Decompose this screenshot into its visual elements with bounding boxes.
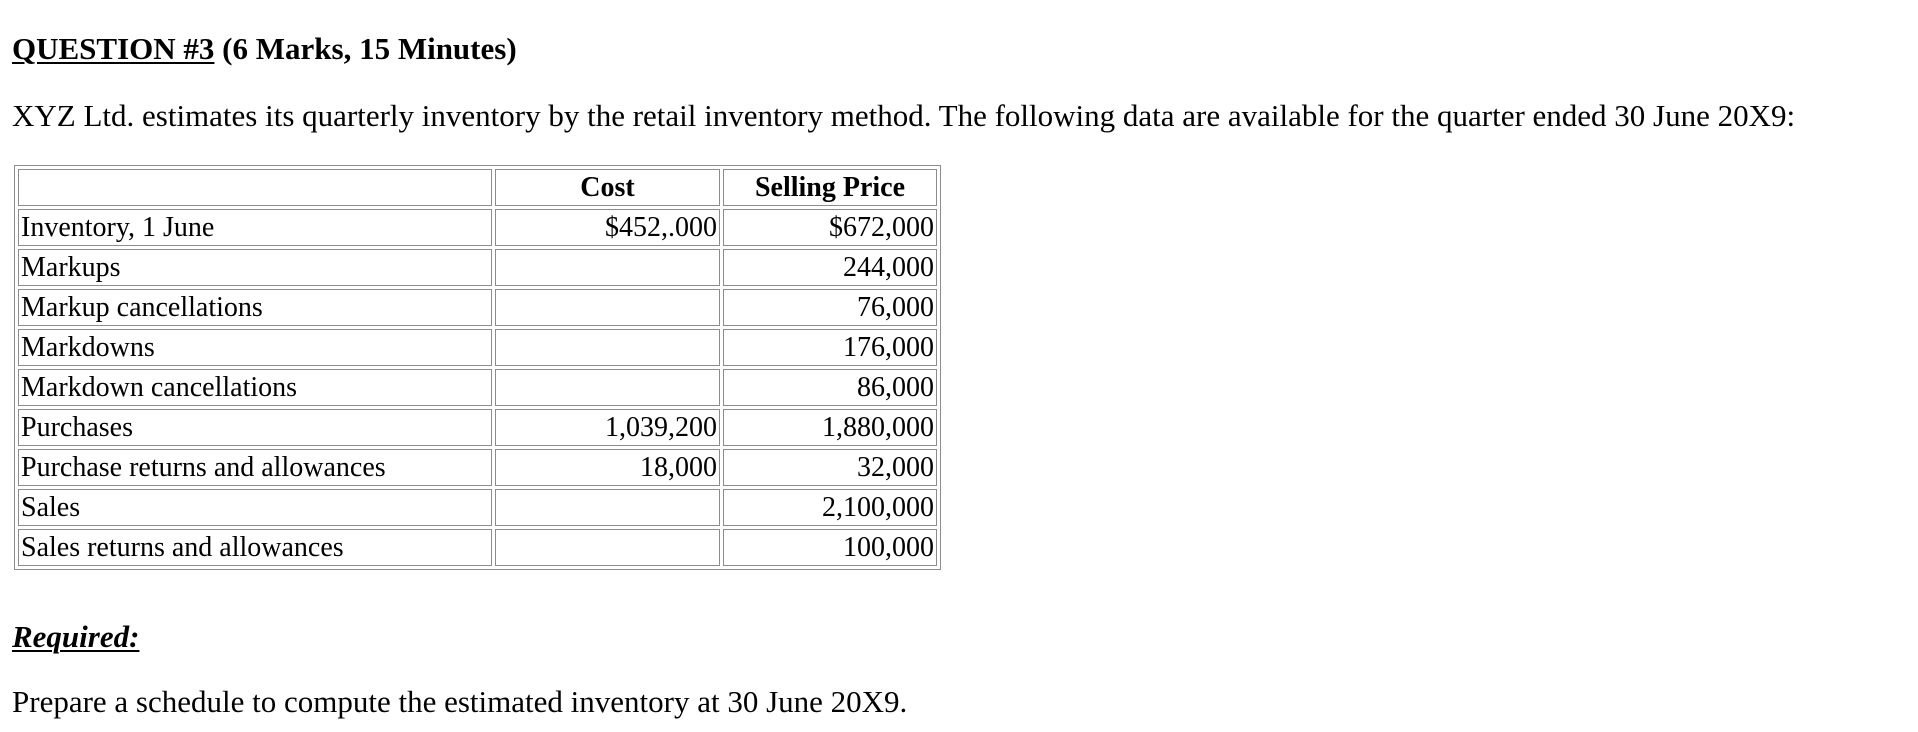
row-price: 2,100,000 [723,489,937,526]
table-row [18,529,937,566]
row-cost [495,369,720,406]
required-heading: Required: [12,619,140,654]
question-marks-time: (6 Marks, 15 Minutes) [214,31,517,66]
table-row [18,489,937,526]
row-cost: 1,039,200 [495,409,720,446]
row-label: Markups [18,249,492,286]
row-price: 86,000 [723,369,937,406]
row-cost: $452,.000 [495,209,720,246]
inventory-data-table [14,165,941,570]
question-heading [12,30,517,67]
row-cost [495,249,720,286]
row-price: 1,880,000 [723,409,937,446]
row-price: 32,000 [723,449,937,486]
row-price: $672,000 [723,209,937,246]
row-label: Markdown cancellations [18,369,492,406]
row-label: Markup cancellations [18,289,492,326]
row-cost: 18,000 [495,449,720,486]
question-number: QUESTION #3 [12,31,215,66]
row-price: 176,000 [723,329,937,366]
header-label [18,169,492,206]
row-label: Markdowns [18,329,492,366]
table-row [18,209,937,246]
table-row [18,369,937,406]
task-paragraph: Prepare a schedule to compute the estimated inventory at 30 June 20X9. [12,684,908,719]
row-label: Sales [18,489,492,526]
header-selling-price: Selling Price [723,169,937,206]
table-header-row [18,169,937,206]
row-cost [495,529,720,566]
row-price: 100,000 [723,529,937,566]
header-cost: Cost [495,169,720,206]
row-label: Inventory, 1 June [18,209,492,246]
row-cost [495,329,720,366]
row-cost [495,489,720,526]
intro-paragraph: XYZ Ltd. estimates its quarterly inventory by the retail inventory method. The following data are available for the quarter ended 30 June 20X9: [12,98,1796,133]
table-row [18,249,937,286]
table-row [18,289,937,326]
row-price: 244,000 [723,249,937,286]
row-label: Purchases [18,409,492,446]
row-price: 76,000 [723,289,937,326]
table-row [18,449,937,486]
table-row [18,409,937,446]
row-label: Sales returns and allowances [18,529,492,566]
row-cost [495,289,720,326]
row-label: Purchase returns and allowances [18,449,492,486]
table-row [18,329,937,366]
